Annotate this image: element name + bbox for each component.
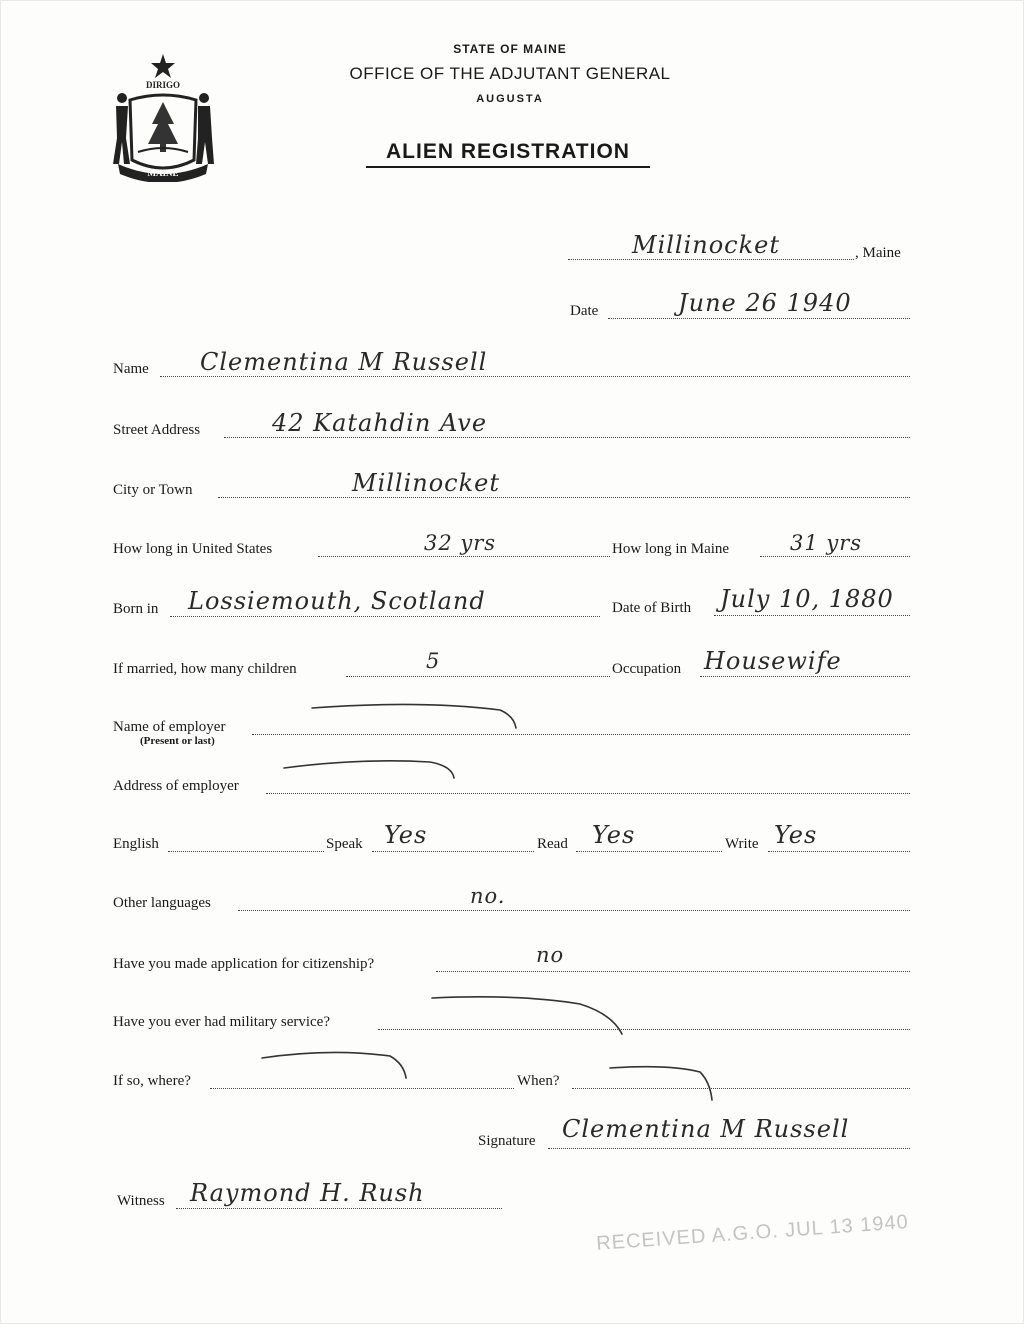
occupation-label: Occupation [612, 661, 682, 677]
signature-label: Signature [478, 1133, 536, 1149]
witness-label: Witness [117, 1193, 165, 1209]
street-line [224, 437, 910, 438]
city-label: City or Town [113, 482, 193, 498]
place-label: , Maine [855, 245, 901, 261]
occupation-value: Housewife [704, 647, 842, 675]
us-years-value: 32 yrs [424, 531, 497, 555]
header-office: OFFICE OF THE ADJUTANT GENERAL [349, 64, 671, 83]
write-value: Yes [774, 821, 818, 849]
english-line [168, 851, 324, 852]
other-languages-line [238, 910, 910, 911]
date-label: Date [570, 303, 599, 319]
svg-text:MAINE: MAINE [147, 168, 179, 178]
military-line [378, 1029, 910, 1030]
employer-address-line [266, 793, 910, 794]
military-label: Have you ever had military service? [113, 1014, 330, 1030]
name-label: Name [113, 361, 149, 377]
form-title: ALIEN REGISTRATION [366, 140, 650, 168]
maine-state-seal [108, 52, 218, 182]
signature-value: Clementina M Russell [562, 1115, 850, 1143]
born-line [170, 616, 600, 617]
write-line [768, 851, 910, 852]
witness-value: Raymond H. Rush [190, 1179, 425, 1207]
speak-line [372, 851, 534, 852]
speak-label: Speak [326, 836, 363, 852]
name-value: Clementina M Russell [200, 348, 488, 376]
employer-label: Name of employer [113, 719, 226, 735]
place-value: Millinocket [632, 231, 781, 259]
speak-value: Yes [384, 821, 428, 849]
english-label: English [113, 836, 159, 852]
city-value: Millinocket [352, 469, 501, 497]
read-line [576, 851, 722, 852]
dob-line [714, 615, 910, 616]
date-value: June 26 1940 [678, 289, 852, 317]
employer-sublabel: (Present or last) [140, 735, 215, 747]
when-label: When? [517, 1073, 560, 1089]
header-city: AUGUSTA [476, 93, 544, 105]
svg-text:DIRIGO: DIRIGO [145, 80, 181, 90]
where-line [210, 1088, 514, 1089]
employer-line [252, 734, 910, 735]
when-line [572, 1088, 910, 1089]
citizenship-line [436, 971, 910, 972]
received-stamp: RECEIVED A.G.O. JUL 13 1940 [595, 1211, 910, 1255]
maine-years-label: How long in Maine [612, 541, 730, 557]
read-value: Yes [592, 821, 636, 849]
name-line [160, 376, 910, 377]
children-line [346, 676, 610, 677]
citizenship-value: no [536, 943, 565, 967]
citizenship-label: Have you made application for citizenship? [113, 956, 375, 972]
born-label: Born in [113, 601, 159, 617]
signature-line [548, 1148, 910, 1149]
children-value: 5 [426, 649, 441, 673]
where-label: If so, where? [113, 1073, 191, 1089]
street-label: Street Address [113, 422, 201, 438]
write-label: Write [725, 836, 759, 852]
city-line [218, 497, 910, 498]
us-years-label: How long in United States [113, 541, 273, 557]
header-state: STATE OF MAINE [453, 42, 567, 56]
date-line [608, 318, 910, 319]
maine-years-line [760, 556, 910, 557]
street-value: 42 Katahdin Ave [272, 409, 488, 437]
other-languages-value: no. [470, 884, 506, 908]
other-languages-label: Other languages [113, 895, 211, 911]
born-value: Lossiemouth, Scotland [188, 587, 486, 615]
maine-years-value: 31 yrs [790, 531, 863, 555]
witness-line [176, 1208, 502, 1209]
us-years-line [318, 556, 610, 557]
children-label: If married, how many children [113, 661, 297, 677]
employer-address-label: Address of employer [113, 778, 239, 794]
place-line [568, 259, 854, 260]
read-label: Read [537, 836, 568, 852]
dob-value: July 10, 1880 [720, 585, 894, 613]
occupation-line [700, 676, 910, 677]
dob-label: Date of Birth [612, 600, 692, 616]
